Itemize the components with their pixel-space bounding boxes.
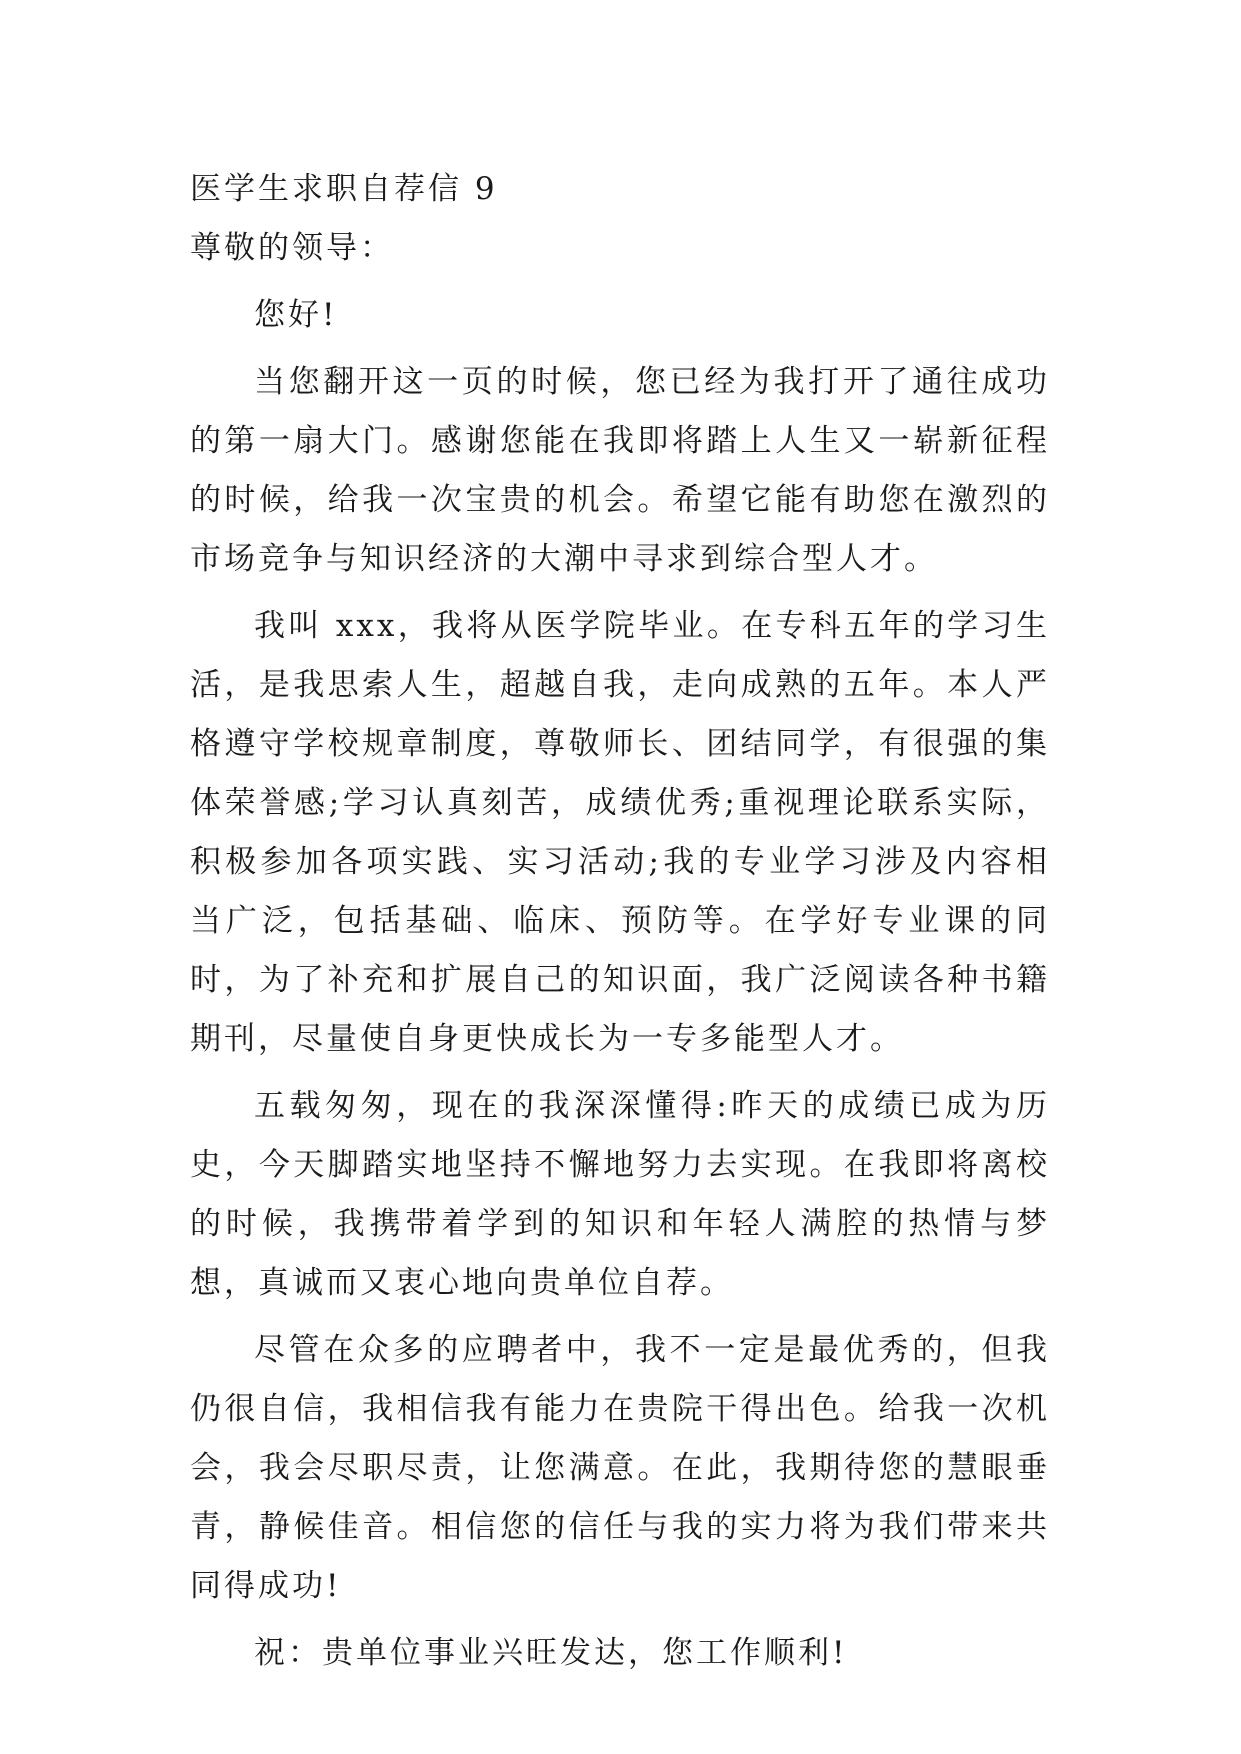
letter-body: [190, 160, 1050, 1683]
letter-salutation: 尊敬的领导：: [190, 230, 394, 266]
paragraph-3: 五载匆匆，现在的我深深懂得:昨天的成绩已成为历史，今天脚踏实地坚持不懈地努力去实现。在我即将离校的时候，我携带着学到的知识和年轻人满腔的热情与梦想，真诚而又衷心地向贵单位自荐。: [190, 1088, 1050, 1301]
paragraph-1: 当您翻开这一页的时候，您已经为我打开了通往成功的第一扇大门。感谢您能在我即将踏上人生又一崭新征程的时候，给我一次宝贵的机会。希望它能有助您在激烈的市场竞争与知识经济的大潮中寻求到综合型人才。: [190, 364, 1050, 577]
paragraph-2: 我叫 xxx，我将从医学院毕业。在专科五年的学习生活，是我思索人生，超越自我，走向成熟的五年。本人严格遵守学校规章制度，尊敬师长、团结同学，有很强的集体荣誉感;学习认真刻苦，成绩优秀;重视理论联系实际，积极参加各项实践、实习活动;我的专业学习涉及内容相当广泛，包括基础、临床、预防等。在学好专业课的同时，为了补充和扩展自己的知识面，我广泛阅读各种书籍期刊，尽量使自身更快成长为一专多能型人才。: [190, 608, 1050, 1057]
letter-title: 医学生求职自荐信 9: [190, 171, 498, 207]
letter-greeting: 您好!: [254, 297, 338, 333]
letter-closing: 祝：贵单位事业兴旺发达，您工作顺利!: [254, 1635, 848, 1671]
paragraph-4: 尽管在众多的应聘者中，我不一定是最优秀的，但我仍很自信，我相信我有能力在贵院干得出色。给我一次机会，我会尽职尽责，让您满意。在此，我期待您的慧眼垂青，静候佳音。相信您的信任与我的实力将为我们带来共同得成功!: [190, 1332, 1050, 1604]
